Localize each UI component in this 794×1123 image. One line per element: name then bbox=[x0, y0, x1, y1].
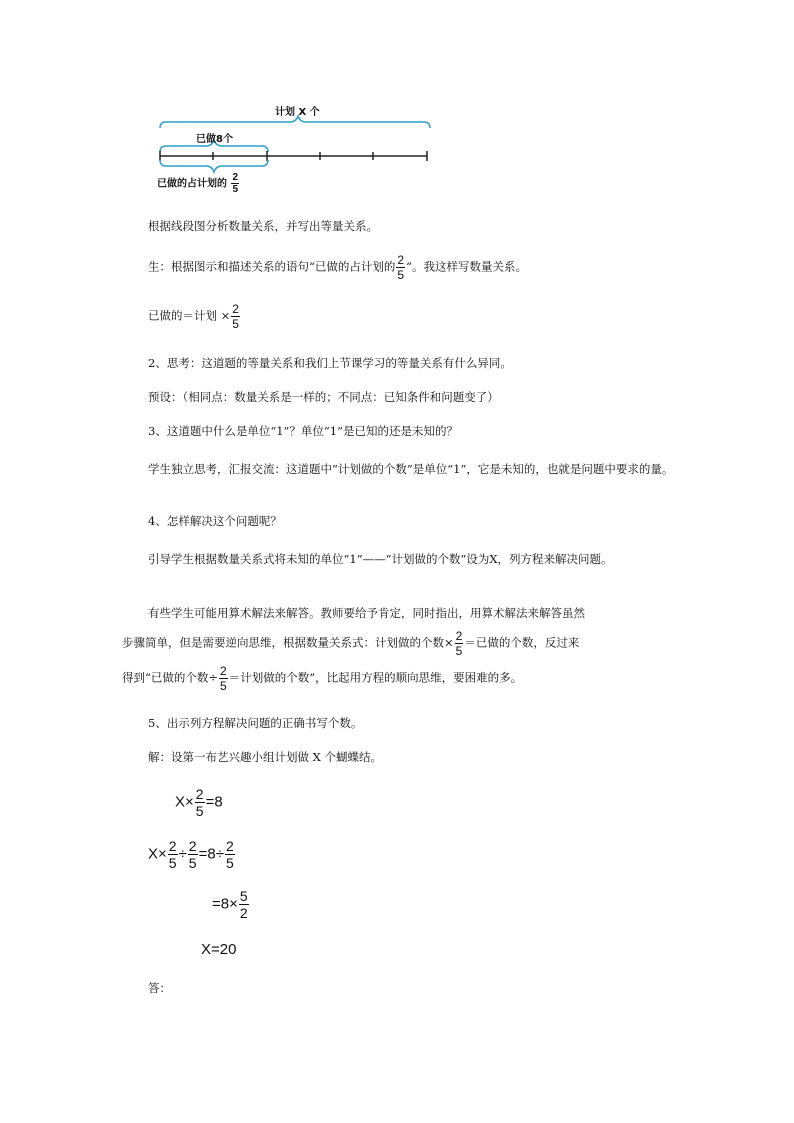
para-student bbox=[148, 253, 527, 282]
plan-label: 计划 X 个 bbox=[275, 107, 320, 118]
teacher-note-line2 bbox=[122, 629, 579, 658]
para-analyze: 根据线段图分析数量关系，并写出等量关系。 bbox=[148, 219, 378, 233]
answer-4: 引导学生根据数量关系式将未知的单位“1”——“计划做的个数”设为X，列方程来解决问题。 bbox=[148, 552, 613, 566]
answer-3: 学生独立思考，汇报交流：这道题中“计划做的个数”是单位“1”，它是未知的，也就是问题中要求的量。 bbox=[148, 462, 674, 476]
step2-fraction-3 bbox=[225, 838, 235, 871]
step1-num: 2 bbox=[195, 786, 204, 802]
step2-a: X× bbox=[148, 845, 167, 863]
teacher-note-line1: 有些学生可能用算术解法来解答。教师要给予肯定，同时指出，用算术解法来解答虽然 bbox=[148, 606, 585, 620]
step1-post: =8 bbox=[205, 793, 223, 811]
ratio-label bbox=[157, 172, 240, 195]
step2-c: =8÷ bbox=[198, 845, 224, 863]
step2-den1: 5 bbox=[168, 855, 177, 871]
step2-num2: 2 bbox=[188, 838, 197, 854]
step2-num3: 2 bbox=[225, 838, 234, 854]
relation-text: 已做的＝计划 × bbox=[148, 308, 231, 323]
answer-label: 答： bbox=[148, 981, 171, 995]
step2-fraction-2 bbox=[188, 838, 198, 871]
solution-setup: 解：设第一布艺兴趣小组计划做 X 个蝴蝶结。 bbox=[148, 750, 382, 764]
note2-fraction bbox=[455, 629, 464, 658]
equation-relation bbox=[148, 302, 241, 331]
note3-den: 5 bbox=[220, 679, 227, 693]
preset-answer: 预设：（相同点：数量关系是一样的；不同点：已知条件和问题变了） bbox=[148, 390, 499, 404]
relation-num: 2 bbox=[232, 302, 239, 316]
question-5: 5、出示列方程解决问题的正确书写个数。 bbox=[148, 716, 363, 730]
ratio-brace bbox=[160, 160, 268, 172]
math-step-1 bbox=[175, 786, 223, 819]
ratio-num: 2 bbox=[232, 172, 239, 183]
question-2: 2、思考：这道题的等量关系和我们上节课学习的等量关系有什么异同。 bbox=[148, 356, 512, 370]
teacher-note-line3 bbox=[122, 664, 522, 693]
student-fraction bbox=[396, 253, 405, 282]
math-step-4: X=20 bbox=[201, 941, 237, 958]
step2-den3: 5 bbox=[225, 855, 234, 871]
math-step-3 bbox=[212, 888, 250, 921]
step3-num: 5 bbox=[239, 888, 248, 904]
step3-fraction bbox=[239, 888, 249, 921]
step2-num1: 2 bbox=[168, 838, 177, 854]
ratio-den: 5 bbox=[232, 184, 239, 195]
note2-pre: 步骤简单，但是需要逆向思维，根据数量关系式：计划做的个数× bbox=[122, 635, 454, 650]
step1-den: 5 bbox=[195, 803, 204, 819]
note2-post: ＝已做的个数，反过来 bbox=[464, 635, 580, 650]
ratio-fraction bbox=[231, 172, 239, 195]
step2-b: ÷ bbox=[178, 845, 187, 863]
note2-num: 2 bbox=[455, 629, 463, 643]
student-text-pre: 生：根据图示和描述关系的语句“已做的占计划的 bbox=[148, 259, 396, 274]
note3-post: ＝计划做的个数”，比起用方程的顺向思维，要困难的多。 bbox=[228, 670, 523, 685]
step3-pre: =8× bbox=[212, 895, 238, 913]
note3-pre: 得到“已做的个数÷ bbox=[122, 670, 219, 685]
step2-den2: 5 bbox=[188, 855, 197, 871]
relation-fraction bbox=[231, 302, 240, 331]
step3-den: 2 bbox=[239, 905, 248, 921]
step1-pre: X× bbox=[175, 793, 194, 811]
note2-den: 5 bbox=[455, 644, 463, 658]
ratio-label-text: 已做的占计划的 bbox=[157, 178, 227, 190]
question-3: 3、这道题中什么是单位“1”？单位“1”是已知的还是未知的？ bbox=[148, 424, 458, 438]
student-num: 2 bbox=[397, 253, 405, 267]
step1-fraction bbox=[195, 786, 205, 819]
student-text-post: ”。我这样写数量关系。 bbox=[406, 259, 527, 274]
math-step-2 bbox=[148, 838, 236, 871]
note3-fraction bbox=[219, 664, 228, 693]
student-den: 5 bbox=[397, 268, 405, 282]
question-4: 4、怎样解决这个问题呢？ bbox=[148, 514, 282, 528]
step2-fraction-1 bbox=[168, 838, 178, 871]
done-label: 已做8个 bbox=[196, 134, 233, 145]
relation-den: 5 bbox=[232, 317, 239, 331]
note3-num: 2 bbox=[220, 664, 227, 678]
